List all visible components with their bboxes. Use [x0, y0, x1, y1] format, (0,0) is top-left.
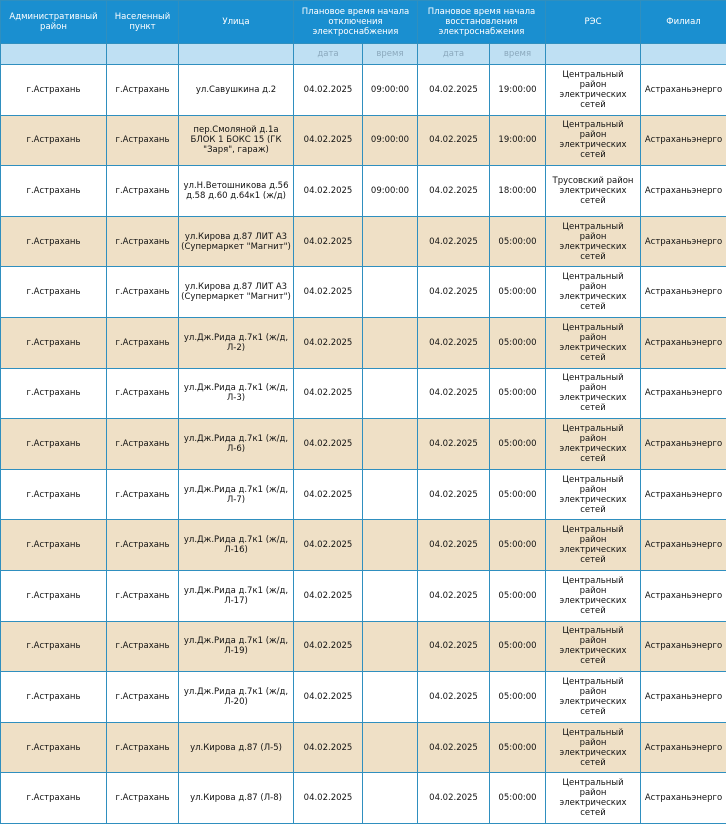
subheader-on-time: время — [490, 44, 546, 65]
cell-res: Центральный район электрических сетей — [546, 469, 641, 520]
cell-off-date: 04.02.2025 — [294, 216, 363, 267]
cell-off-time: 09:00:00 — [363, 115, 418, 166]
table-row — [1, 469, 726, 520]
cell-on-date: 04.02.2025 — [418, 419, 490, 470]
cell-branch: Астраханьэнерго — [641, 570, 726, 621]
cell-off-date: 04.02.2025 — [294, 621, 363, 672]
cell-street: пер.Смоляной д.1а БЛОК 1 БОКС 15 (ГК "Заря", гараж) — [179, 115, 294, 166]
cell-district: г.Астрахань — [1, 216, 107, 267]
cell-branch: Астраханьэнерго — [641, 520, 726, 571]
cell-district: г.Астрахань — [1, 520, 107, 571]
subheader-off-time: время — [363, 44, 418, 65]
header-res: РЭС — [546, 1, 641, 44]
cell-on-time: 19:00:00 — [490, 65, 546, 116]
subheader-empty — [641, 44, 726, 65]
cell-locality: г.Астрахань — [107, 267, 179, 318]
cell-on-date: 04.02.2025 — [418, 469, 490, 520]
header-district: Административный район — [1, 1, 107, 44]
cell-on-time: 05:00:00 — [490, 520, 546, 571]
subheader-empty — [1, 44, 107, 65]
cell-on-date: 04.02.2025 — [418, 368, 490, 419]
cell-res: Центральный район электрических сетей — [546, 722, 641, 773]
table-row — [1, 419, 726, 470]
cell-off-time — [363, 672, 418, 723]
table-row — [1, 317, 726, 368]
cell-branch: Астраханьэнерго — [641, 115, 726, 166]
cell-district: г.Астрахань — [1, 469, 107, 520]
cell-locality: г.Астрахань — [107, 520, 179, 571]
cell-off-time — [363, 570, 418, 621]
header-branch: Филиал — [641, 1, 726, 44]
cell-locality: г.Астрахань — [107, 166, 179, 217]
cell-branch: Астраханьэнерго — [641, 469, 726, 520]
cell-locality: г.Астрахань — [107, 368, 179, 419]
cell-res: Центральный район электрических сетей — [546, 267, 641, 318]
cell-on-date: 04.02.2025 — [418, 166, 490, 217]
cell-on-time: 05:00:00 — [490, 722, 546, 773]
cell-off-time — [363, 419, 418, 470]
cell-off-date: 04.02.2025 — [294, 469, 363, 520]
cell-district: г.Астрахань — [1, 317, 107, 368]
cell-street: ул.Дж.Рида д.7к1 (ж/д, Л-6) — [179, 419, 294, 470]
cell-street: ул.Дж.Рида д.7к1 (ж/д, Л-16) — [179, 520, 294, 571]
cell-district: г.Астрахань — [1, 672, 107, 723]
cell-district: г.Астрахань — [1, 368, 107, 419]
table-row — [1, 722, 726, 773]
cell-on-date: 04.02.2025 — [418, 317, 490, 368]
cell-locality: г.Астрахань — [107, 115, 179, 166]
cell-district: г.Астрахань — [1, 722, 107, 773]
cell-street: ул.Дж.Рида д.7к1 (ж/д, Л-3) — [179, 368, 294, 419]
cell-on-time: 05:00:00 — [490, 368, 546, 419]
cell-res: Центральный район электрических сетей — [546, 773, 641, 824]
cell-off-date: 04.02.2025 — [294, 317, 363, 368]
cell-locality: г.Астрахань — [107, 672, 179, 723]
cell-street: ул.Дж.Рида д.7к1 (ж/д, Л-20) — [179, 672, 294, 723]
cell-district: г.Астрахань — [1, 621, 107, 672]
cell-branch: Астраханьэнерго — [641, 216, 726, 267]
cell-branch: Астраханьэнерго — [641, 166, 726, 217]
cell-off-date: 04.02.2025 — [294, 722, 363, 773]
table-row — [1, 672, 726, 723]
cell-res: Центральный район электрических сетей — [546, 672, 641, 723]
cell-street: ул.Дж.Рида д.7к1 (ж/д, Л-7) — [179, 469, 294, 520]
cell-district: г.Астрахань — [1, 773, 107, 824]
table-row — [1, 773, 726, 824]
table-row — [1, 166, 726, 217]
cell-off-date: 04.02.2025 — [294, 773, 363, 824]
cell-on-time: 05:00:00 — [490, 317, 546, 368]
cell-branch: Астраханьэнерго — [641, 368, 726, 419]
cell-res: Центральный район электрических сетей — [546, 317, 641, 368]
cell-locality: г.Астрахань — [107, 773, 179, 824]
table-body — [1, 65, 726, 824]
cell-off-time: 09:00:00 — [363, 65, 418, 116]
cell-on-time: 05:00:00 — [490, 469, 546, 520]
cell-district: г.Астрахань — [1, 166, 107, 217]
cell-on-date: 04.02.2025 — [418, 520, 490, 571]
cell-off-time — [363, 621, 418, 672]
cell-on-date: 04.02.2025 — [418, 672, 490, 723]
cell-off-date: 04.02.2025 — [294, 520, 363, 571]
subheader-empty — [179, 44, 294, 65]
cell-locality: г.Астрахань — [107, 419, 179, 470]
cell-on-date: 04.02.2025 — [418, 267, 490, 318]
cell-on-date: 04.02.2025 — [418, 65, 490, 116]
cell-branch: Астраханьэнерго — [641, 419, 726, 470]
table-subheader-row — [1, 44, 726, 65]
cell-res: Центральный район электрических сетей — [546, 570, 641, 621]
cell-on-time: 05:00:00 — [490, 570, 546, 621]
cell-branch: Астраханьэнерго — [641, 773, 726, 824]
cell-on-date: 04.02.2025 — [418, 722, 490, 773]
cell-on-time: 05:00:00 — [490, 672, 546, 723]
cell-branch: Астраханьэнерго — [641, 722, 726, 773]
table-row — [1, 115, 726, 166]
cell-district: г.Астрахань — [1, 570, 107, 621]
header-on-time: Плановое время начала восстановления электроснабжения — [418, 1, 546, 44]
table-row — [1, 520, 726, 571]
cell-res: Центральный район электрических сетей — [546, 419, 641, 470]
cell-district: г.Астрахань — [1, 267, 107, 318]
cell-locality: г.Астрахань — [107, 621, 179, 672]
cell-off-time — [363, 216, 418, 267]
cell-off-date: 04.02.2025 — [294, 672, 363, 723]
cell-off-date: 04.02.2025 — [294, 368, 363, 419]
cell-on-time: 05:00:00 — [490, 621, 546, 672]
cell-on-time: 18:00:00 — [490, 166, 546, 217]
subheader-empty — [107, 44, 179, 65]
cell-off-date: 04.02.2025 — [294, 65, 363, 116]
cell-res: Центральный район электрических сетей — [546, 65, 641, 116]
cell-on-time: 05:00:00 — [490, 216, 546, 267]
table-row — [1, 65, 726, 116]
cell-branch: Астраханьэнерго — [641, 65, 726, 116]
table-row — [1, 267, 726, 318]
cell-off-time — [363, 520, 418, 571]
cell-street: ул.Кирова д.87 (Л-5) — [179, 722, 294, 773]
cell-branch: Астраханьэнерго — [641, 317, 726, 368]
cell-off-time — [363, 773, 418, 824]
cell-branch: Астраханьэнерго — [641, 672, 726, 723]
cell-street: ул.Кирова д.87 ЛИТ А3 (Супермаркет "Магнит") — [179, 216, 294, 267]
cell-on-date: 04.02.2025 — [418, 773, 490, 824]
cell-locality: г.Астрахань — [107, 65, 179, 116]
cell-street: ул.Кирова д.87 ЛИТ А3 (Супермаркет "Магнит") — [179, 267, 294, 318]
table-row — [1, 368, 726, 419]
cell-off-time — [363, 722, 418, 773]
subheader-off-date: дата — [294, 44, 363, 65]
cell-off-time — [363, 317, 418, 368]
cell-res: Центральный район электрических сетей — [546, 216, 641, 267]
subheader-on-date: дата — [418, 44, 490, 65]
cell-off-time: 09:00:00 — [363, 166, 418, 217]
cell-street: ул.Дж.Рида д.7к1 (ж/д, Л-19) — [179, 621, 294, 672]
cell-on-time: 05:00:00 — [490, 773, 546, 824]
cell-off-date: 04.02.2025 — [294, 570, 363, 621]
cell-off-time — [363, 368, 418, 419]
header-street: Улица — [179, 1, 294, 44]
cell-on-time: 05:00:00 — [490, 267, 546, 318]
cell-district: г.Астрахань — [1, 65, 107, 116]
table-header-row — [1, 1, 726, 44]
cell-district: г.Астрахань — [1, 419, 107, 470]
cell-on-date: 04.02.2025 — [418, 570, 490, 621]
header-off-time: Плановое время начала отключения электроснабжения — [294, 1, 418, 44]
table-row — [1, 570, 726, 621]
cell-street: ул.Дж.Рида д.7к1 (ж/д, Л-2) — [179, 317, 294, 368]
cell-district: г.Астрахань — [1, 115, 107, 166]
cell-off-time — [363, 469, 418, 520]
cell-street: ул.Савушкина д.2 — [179, 65, 294, 116]
cell-locality: г.Астрахань — [107, 570, 179, 621]
cell-on-date: 04.02.2025 — [418, 621, 490, 672]
subheader-empty — [546, 44, 641, 65]
cell-res: Центральный район электрических сетей — [546, 520, 641, 571]
cell-street: ул.Дж.Рида д.7к1 (ж/д, Л-17) — [179, 570, 294, 621]
cell-on-time: 19:00:00 — [490, 115, 546, 166]
cell-res: Центральный район электрических сетей — [546, 115, 641, 166]
cell-branch: Астраханьэнерго — [641, 267, 726, 318]
cell-branch: Астраханьэнерго — [641, 621, 726, 672]
cell-off-date: 04.02.2025 — [294, 166, 363, 217]
cell-res: Центральный район электрических сетей — [546, 621, 641, 672]
cell-locality: г.Астрахань — [107, 722, 179, 773]
cell-street: ул.Кирова д.87 (Л-8) — [179, 773, 294, 824]
cell-off-time — [363, 267, 418, 318]
cell-locality: г.Астрахань — [107, 469, 179, 520]
cell-locality: г.Астрахань — [107, 216, 179, 267]
cell-res: Центральный район электрических сетей — [546, 368, 641, 419]
cell-off-date: 04.02.2025 — [294, 267, 363, 318]
table-row — [1, 216, 726, 267]
table-row — [1, 621, 726, 672]
cell-on-time: 05:00:00 — [490, 419, 546, 470]
cell-on-date: 04.02.2025 — [418, 115, 490, 166]
cell-off-date: 04.02.2025 — [294, 115, 363, 166]
header-locality: Населенный пункт — [107, 1, 179, 44]
cell-locality: г.Астрахань — [107, 317, 179, 368]
cell-on-date: 04.02.2025 — [418, 216, 490, 267]
cell-res: Трусовский район электрических сетей — [546, 166, 641, 217]
cell-off-date: 04.02.2025 — [294, 419, 363, 470]
cell-street: ул.Н.Ветошникова д.56 д.58 д.60 д.64к1 (ж/д) — [179, 166, 294, 217]
